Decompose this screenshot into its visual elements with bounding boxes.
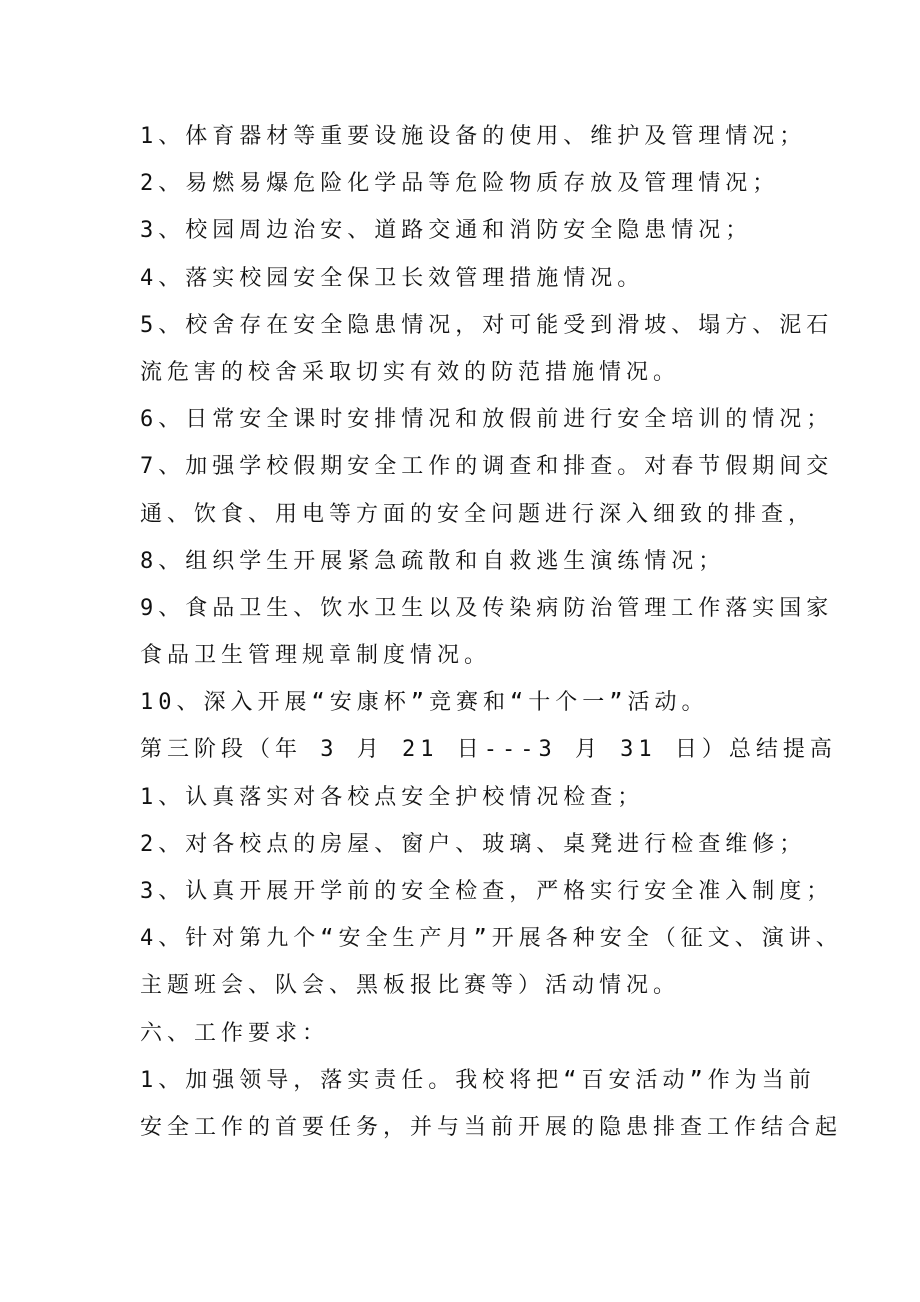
text-line-13: 10、深入开展“安康杯”竞赛和“十个一”活动。 <box>140 690 709 716</box>
text-line-17: 3、认真开展开学前的安全检查，严格实行安全准入制度； <box>140 879 834 904</box>
text-line-4: 4、落实校园安全保卫长效管理措施情况。 <box>140 265 645 291</box>
document-body <box>140 113 843 1151</box>
section-heading-stage-three: 第三阶段（年 3 月 21 日---3 月 31 日）总结提高 <box>140 737 837 763</box>
text-line-7: 6、日常安全课时安排情况和放假前进行安全培训的情况； <box>140 407 834 433</box>
text-line-1: 1、体育器材等重要设施设备的使用、维护及管理情况； <box>140 124 807 149</box>
text-line-16: 2、对各校点的房屋、窗户、玻璃、桌凳进行检查维修； <box>140 831 807 857</box>
text-line-5: 5、校舍存在安全隐患情况，对可能受到滑坡、塌方、泥石 <box>140 312 834 338</box>
text-line-3: 3、校园周边治安、道路交通和消防安全隐患情况； <box>140 218 753 244</box>
text-line-2: 2、易燃易爆危险化学品等危险物质存放及管理情况； <box>140 171 780 197</box>
text-line-22: 安全工作的首要任务，并与当前开展的隐患排查工作结合起 <box>140 1114 843 1140</box>
text-line-21: 1、加强领导，落实责任。我校将把“百安活动”作为当前 <box>140 1067 816 1093</box>
text-line-18: 4、针对第九个“安全生产月”开展各种安全（征文、演讲、 <box>140 926 843 952</box>
text-line-11: 9、食品卫生、饮水卫生以及传染病防治管理工作落实国家 <box>140 595 834 621</box>
section-heading-work-requirements: 六、工作要求： <box>140 1020 330 1046</box>
text-line-8: 7、加强学校假期安全工作的调查和排查。对春节假期间交 <box>140 454 834 480</box>
text-line-15: 1、认真落实对各校点安全护校情况检查； <box>140 784 645 810</box>
text-line-12: 食品卫生管理规章制度情况。 <box>140 643 492 669</box>
text-line-9: 通、饮食、用电等方面的安全问题进行深入细致的排查， <box>140 501 816 527</box>
text-line-10: 8、组织学生开展紧急疏散和自救逃生演练情况； <box>140 548 726 574</box>
text-line-6: 流危害的校舍采取切实有效的防范措施情况。 <box>140 359 681 385</box>
text-line-19: 主题班会、队会、黑板报比赛等）活动情况。 <box>140 973 681 999</box>
